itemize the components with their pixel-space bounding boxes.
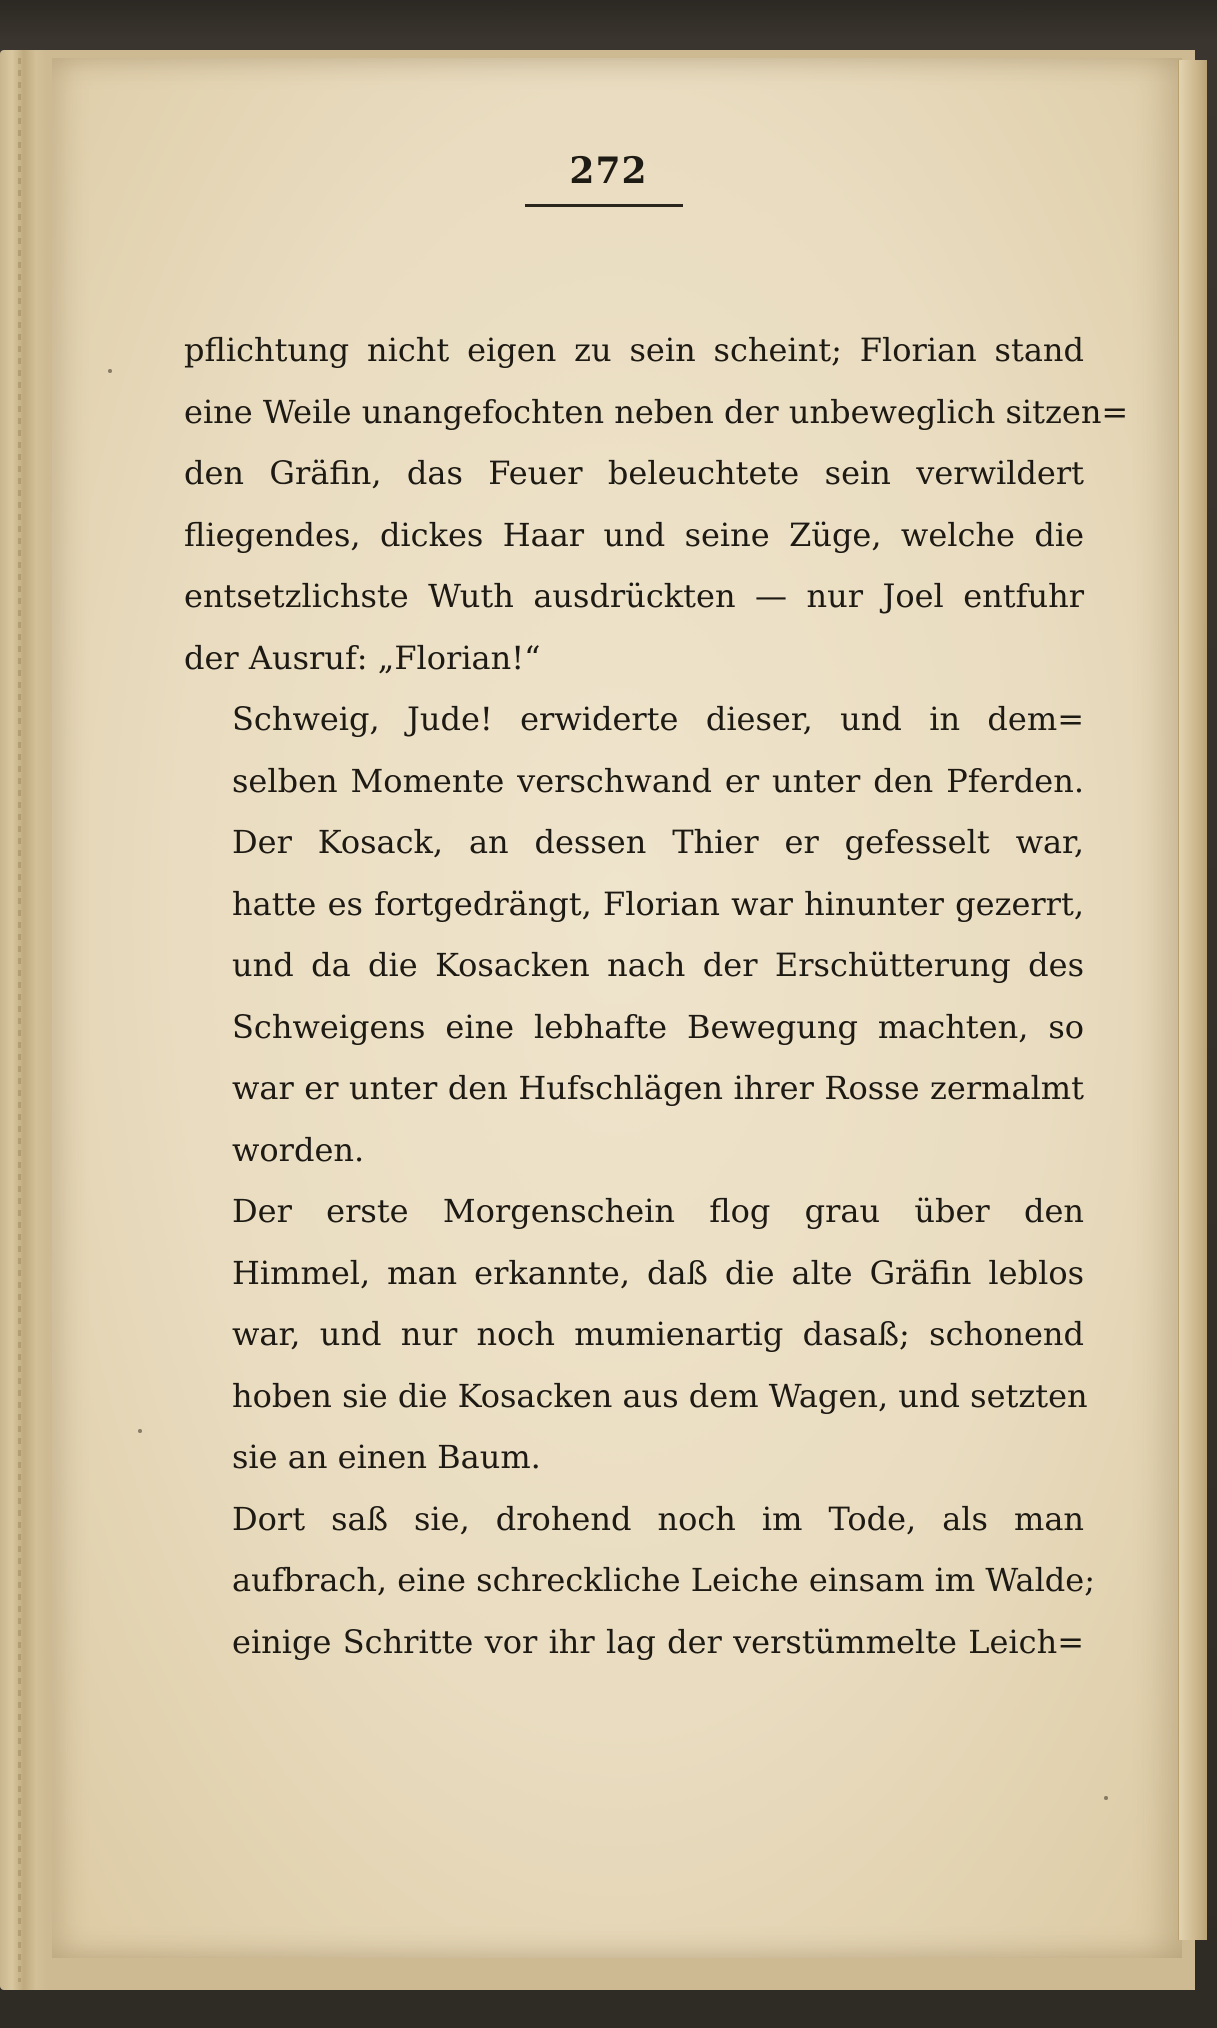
text-line: Himmel, man erkannte, daß die alte Gräfin leblos	[232, 1253, 1084, 1292]
page-edge-right	[1178, 60, 1207, 1940]
paragraph	[184, 689, 1084, 1181]
page-header	[0, 150, 1217, 198]
text-line: hoben sie die Kosacken aus dem Wagen, und setzten	[232, 1376, 1088, 1415]
text-line: Schweig, Jude! erwiderte dieser, und in dem=	[232, 700, 1084, 738]
text-line: Dort saß sie, drohend noch im Tode, als man	[232, 1499, 1084, 1538]
text-line: Der erste Morgenschein flog grau über den	[232, 1192, 1084, 1230]
text-line: war er unter den Hufschlägen ihrer Rosse zermalmt	[232, 1069, 1084, 1107]
text-line: hatte es fortgedrängt, Florian war hinunter gezerrt,	[232, 884, 1084, 923]
text-line: selben Momente verschwand er unter den Pferden.	[232, 761, 1084, 800]
text-line: war, und nur noch mumienartig dasaß; schonend	[232, 1315, 1084, 1353]
text-line: eine Weile unangefochten neben der unbeweglich sitzen=	[184, 392, 1129, 431]
text-line: aufbrach, eine schreckliche Leiche einsam im Walde;	[232, 1561, 1095, 1599]
text-line: Schweigens eine lebhafte Bewegung machten, so	[232, 1007, 1084, 1046]
text-line: sie an einen Baum.	[232, 1438, 541, 1476]
paper-speck	[1104, 1796, 1108, 1800]
text-line: den Gräfin, das Feuer beleuchtete sein verwildert	[184, 454, 1084, 492]
paper-speck	[138, 1429, 142, 1433]
paragraph	[184, 1489, 1095, 1674]
text-line: worden.	[232, 1130, 365, 1169]
header-rule	[525, 204, 683, 207]
text-line: pflichtung nicht eigen zu sein scheint; Florian stand	[184, 331, 1084, 369]
paper-speck	[108, 369, 112, 373]
text-line: Der Kosack, an dessen Thier er gefesselt war,	[232, 823, 1084, 861]
text-line: fliegendes, dickes Haar und seine Züge, welche die	[184, 515, 1084, 554]
text-line: und da die Kosacken nach der Erschütterung des	[232, 946, 1084, 984]
text-line: der Ausruf: „Florian!“	[184, 638, 541, 677]
body-text	[184, 320, 1129, 1673]
page-number: 272	[569, 150, 648, 192]
paragraph	[184, 1181, 1088, 1489]
text-line: einige Schritte vor ihr lag der verstümmelte Leich=	[232, 1622, 1084, 1661]
text-line: entsetzlichste Wuth ausdrückten — nur Joel entfuhr	[184, 577, 1084, 615]
paragraph	[184, 320, 1129, 689]
